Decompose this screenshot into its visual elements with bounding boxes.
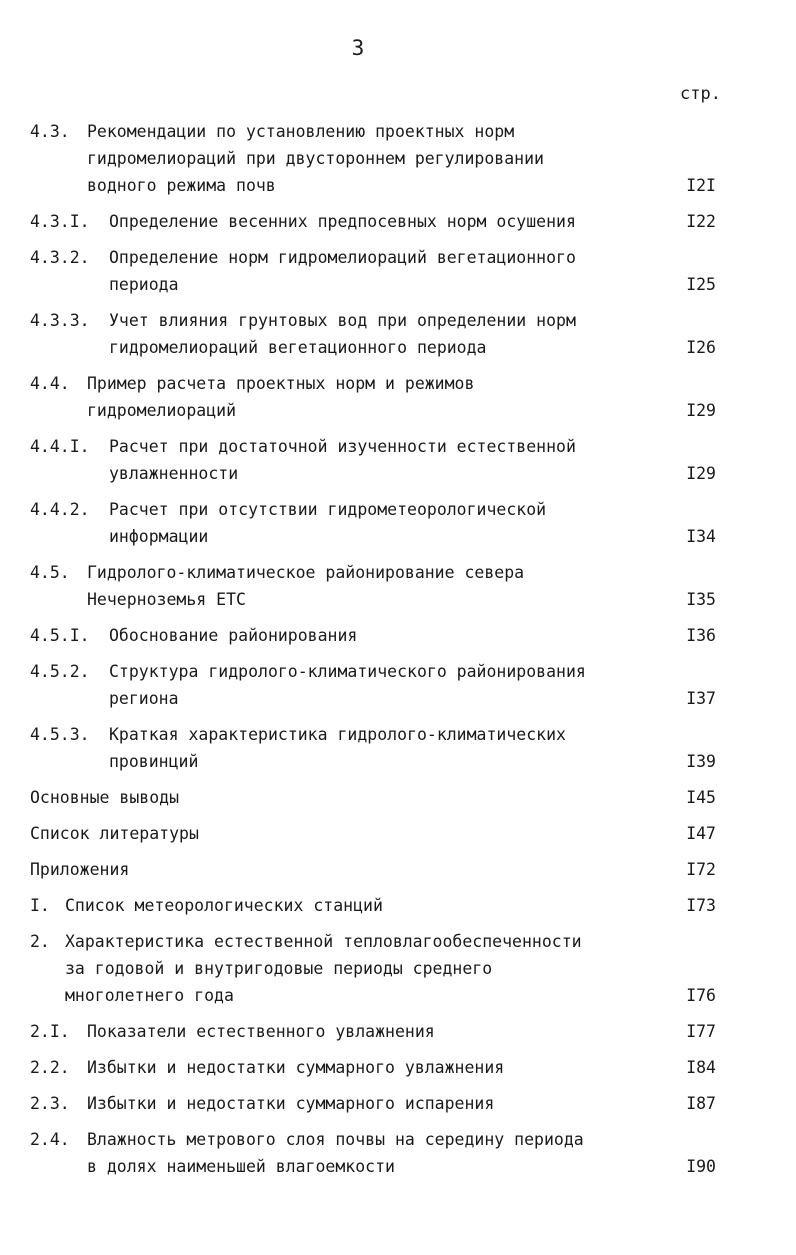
toc-entry-title-line: Рекомендации по установлению проектных норм (87, 122, 515, 141)
toc-entry-title-line: Пример расчета проектных норм и режимов (87, 374, 475, 393)
toc-entry-title-line: в долях наименьшей влагоемкости (87, 1157, 395, 1176)
toc-entry (30, 784, 730, 811)
toc-entry-title-line: Показатели естественного увлажнения (87, 1022, 435, 1041)
toc-entry-page: I72 (686, 860, 716, 879)
toc-entry-title-line: гидромелиораций вегетационного периода (109, 338, 487, 357)
toc-entry-number: 2.4. (30, 1130, 70, 1149)
toc-entry-title-line: Расчет при отсутствии гидрометеорологической (109, 500, 547, 519)
toc-entry (30, 244, 730, 298)
toc-entry (30, 370, 730, 424)
toc-entry-page: I39 (686, 752, 716, 771)
toc-entry-title-line: провинций (109, 752, 199, 771)
toc-entry-title-line: Краткая характеристика гидролого-климатических (109, 725, 566, 744)
toc-entry (30, 433, 730, 487)
toc-entry-number: 4.3.2. (30, 248, 90, 267)
toc-entry-page: I45 (686, 788, 716, 807)
toc-entry-page: I35 (686, 590, 716, 609)
toc-entry-page: I36 (686, 626, 716, 645)
toc-entry-number: 2.I. (30, 1022, 70, 1041)
toc-entry (30, 1090, 730, 1117)
toc-entry-title-line: Избытки и недостатки суммарного увлажнения (87, 1058, 505, 1077)
toc-entry-title-line: Обоснование районирования (109, 626, 358, 645)
toc-entry-page: I87 (686, 1094, 716, 1113)
pages-column-label: стр. (680, 84, 721, 104)
toc-entry-title-line: Приложения (30, 860, 130, 879)
toc-entry-title-line: гидромелиораций (87, 401, 237, 420)
toc-entry-page: I22 (686, 212, 716, 231)
toc-entry-page: I47 (686, 824, 716, 843)
page-number: 3 (351, 36, 365, 60)
toc-entry (30, 208, 730, 235)
toc-entry-number: 4.4.2. (30, 500, 90, 519)
toc-entry-number: 2.2. (30, 1058, 70, 1077)
toc-entry-number: I. (30, 896, 50, 915)
toc-entry (30, 622, 730, 649)
toc-entry-page: I37 (686, 689, 716, 708)
toc-entry (30, 1054, 730, 1081)
toc-entry (30, 307, 730, 361)
toc-entry (30, 559, 730, 613)
toc-entry (30, 1018, 730, 1045)
toc-entry-title-line: Определение норм гидромелиораций вегетационного (109, 248, 576, 267)
toc-entry-number: 2.3. (30, 1094, 70, 1113)
toc-entry-number: 4.3. (30, 122, 70, 141)
toc-entry-title-line: Влажность метрового слоя почвы на середину периода (87, 1130, 584, 1149)
toc-entry-title-line: многолетнего года (65, 986, 234, 1005)
toc-entry-title-line: гидромелиораций при двустороннем регулировании (87, 149, 544, 168)
toc-entry-page: I25 (686, 275, 716, 294)
toc-entry-page: I73 (686, 896, 716, 915)
toc-entry-title-line: Характеристика естественной тепловлагообеспеченности (65, 932, 582, 951)
toc-entry-page: I84 (686, 1058, 716, 1077)
toc-entry-title-line: периода (109, 275, 179, 294)
toc-entry-title-line: Список метеорологических станций (65, 896, 383, 915)
toc-entry-number: 4.4. (30, 374, 70, 393)
toc-entry-number: 4.5. (30, 563, 70, 582)
toc-entry-page: I29 (686, 464, 716, 483)
table-of-contents (30, 118, 730, 1189)
toc-entry (30, 928, 730, 1009)
toc-entry-title-line: Избытки и недостатки суммарного испарения (87, 1094, 495, 1113)
toc-entry-title-line: увлажненности (109, 464, 239, 483)
toc-entry-number: 4.3.I. (30, 212, 90, 231)
toc-entry-number: 4.5.2. (30, 662, 90, 681)
toc-entry-title-line: Учет влияния грунтовых вод при определении норм (109, 311, 576, 330)
toc-entry (30, 1126, 730, 1180)
toc-entry-title-line: Структура гидролого-климатического районирования (109, 662, 586, 681)
toc-entry-number: 4.5.I. (30, 626, 90, 645)
toc-entry (30, 721, 730, 775)
toc-entry (30, 658, 730, 712)
toc-entry-page: I29 (686, 401, 716, 420)
toc-entry (30, 892, 730, 919)
toc-entry (30, 856, 730, 883)
toc-entry-number: 4.5.3. (30, 725, 90, 744)
toc-entry-number: 2. (30, 932, 50, 951)
toc-entry-title-line: Определение весенних предпосевных норм осушения (109, 212, 576, 231)
toc-entry (30, 496, 730, 550)
toc-entry (30, 820, 730, 847)
toc-entry-title-line: Основные выводы (30, 788, 180, 807)
toc-entry-title-line: за годовой и внутригодовые периоды среднего (65, 959, 493, 978)
toc-entry-page: I90 (686, 1157, 716, 1176)
toc-entry-title-line: региона (109, 689, 179, 708)
toc-entry-number: 4.3.3. (30, 311, 90, 330)
toc-entry-title-line: водного режима почв (87, 176, 276, 195)
toc-entry (30, 118, 730, 199)
toc-entry-page: I2I (686, 176, 716, 195)
toc-entry-title-line: Расчет при достаточной изученности естественной (109, 437, 576, 456)
toc-entry-title-line: информации (109, 527, 209, 546)
toc-entry-page: I77 (686, 1022, 716, 1041)
toc-entry-page: I76 (686, 986, 716, 1005)
toc-entry-page: I26 (686, 338, 716, 357)
toc-entry-page: I34 (686, 527, 716, 546)
toc-entry-number: 4.4.I. (30, 437, 90, 456)
toc-entry-title-line: Нечерноземья ЕТС (87, 590, 246, 609)
toc-entry-title-line: Список литературы (30, 824, 199, 843)
toc-entry-title-line: Гидролого-климатическое районирование севера (87, 563, 525, 582)
